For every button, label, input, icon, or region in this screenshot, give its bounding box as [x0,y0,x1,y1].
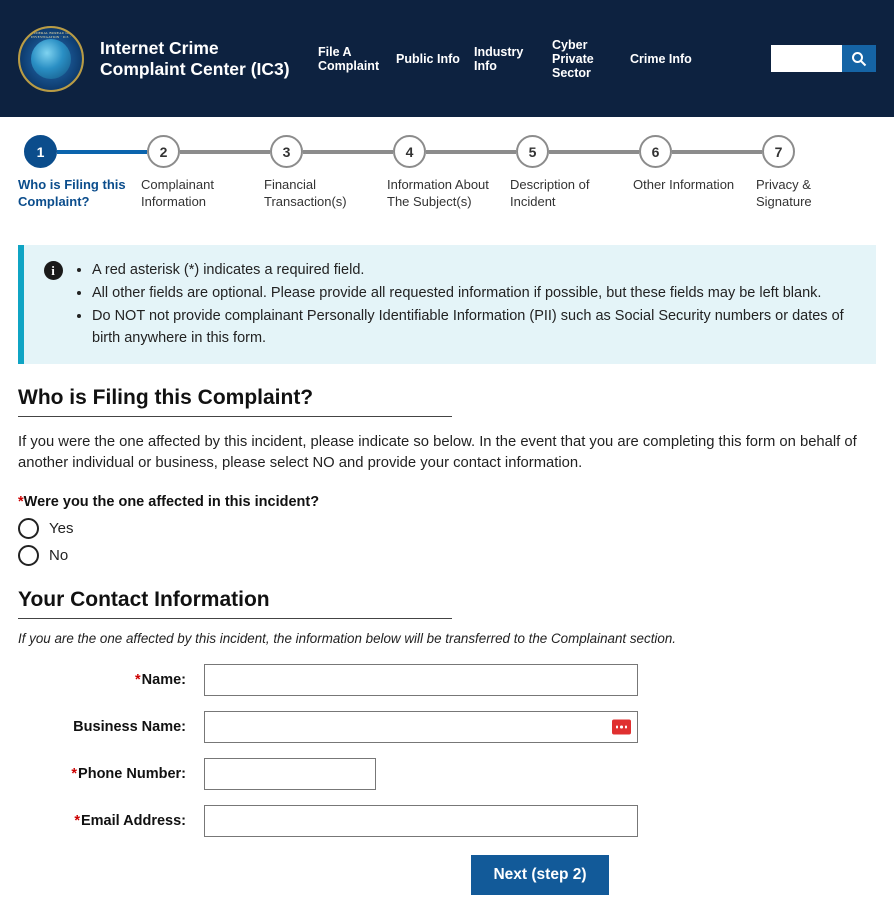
step-number-3: 3 [270,135,303,168]
email-address-label-text: Email Address: [80,813,186,829]
radio-option-yes[interactable] [18,518,876,539]
form-row-email-address [18,805,876,837]
name-field-label [18,672,204,688]
search-button[interactable] [842,45,876,72]
step-3-financial-transactions[interactable] [264,135,387,210]
required-asterisk: * [135,672,141,688]
seal-ring-text: FEDERAL BUREAU OF INVESTIGATION · IC3 · [31,30,71,39]
step-connector-6 [672,150,762,154]
step-6-other-information[interactable] [633,135,756,210]
affected-question-text: Were you the one affected in this incident? [23,494,320,510]
contact-section-note: If you are the one affected by this incident, the information below will be transferred to the Complainant section. [18,631,676,646]
step-label-2: Complainant Information [141,177,214,209]
required-asterisk: * [74,813,80,829]
required-asterisk: * [18,494,24,510]
step-label-4: Information About The Subject(s) [387,177,489,209]
step-number-7: 7 [762,135,795,168]
step-number-6: 6 [639,135,672,168]
business-name-input-wrap [204,711,638,743]
phone-number-field-label [18,766,204,782]
nav-item-industry-info[interactable]: Industry Info [474,44,524,73]
step-2-complainant-information[interactable] [141,135,264,210]
step-label-1: Who is Filing this Complaint? [18,177,126,209]
phone-number-input[interactable] [204,758,376,790]
instruction-text-2: All other fields are optional. Please provide all requested information if possible, but these fields may be left blank. [92,285,822,301]
email-address-field-label [18,813,204,829]
nav-item-crime-info[interactable]: Crime Info [630,51,692,66]
step-connector-1 [57,150,147,154]
nav-item-cyber-private-sector[interactable]: Cyber Private Sector [552,37,594,80]
search-area [771,45,876,72]
name-input[interactable] [204,664,638,696]
list-icon[interactable] [612,720,631,735]
main-navigation [318,38,771,80]
instructions-notice [18,245,876,364]
page-title: Who is Filing this Complaint? [18,386,452,417]
form-row-name [18,664,876,696]
step-connector-4 [426,150,516,154]
form-row-phone-number [18,758,876,790]
site-header [0,0,894,117]
instructions-list [74,259,866,350]
main-content [0,386,894,895]
email-address-input[interactable] [204,805,638,837]
step-label-5: Description of Incident [510,177,590,209]
step-connector-3 [303,150,393,154]
phone-number-label-text: Phone Number: [78,766,186,782]
instruction-item [92,282,866,304]
next-step-button[interactable]: Next (step 2) [471,855,608,895]
form-actions [18,855,876,895]
instruction-text-3: Do NOT not provide complainant Personally Identifiable Information (PII) such as Social Security numbers or dates of birth anywhere in this form. [92,308,844,346]
step-number-2: 2 [147,135,180,168]
step-number-1: 1 [24,135,57,168]
contact-form [18,664,876,837]
business-name-label-text: Business Name: [73,719,186,735]
required-asterisk: * [71,766,78,782]
step-7-privacy-and-signature[interactable] [756,135,879,210]
radio-no-label: No [49,547,69,564]
nav-item-public-info[interactable]: Public Info [396,51,460,66]
search-icon [851,51,867,67]
form-row-business-name [18,711,876,743]
name-label-text: Name: [141,672,186,688]
ic3-seal-logo [18,26,84,92]
step-number-5: 5 [516,135,549,168]
nav-item-file-a-complaint[interactable]: File A Complaint [318,44,380,73]
step-label-3: Financial Transaction(s) [264,177,347,209]
contact-section-title: Your Contact Information [18,588,452,619]
radio-option-no[interactable] [18,545,876,566]
instruction-item [92,259,866,281]
step-5-description-of-incident[interactable] [510,135,633,210]
step-label-6: Other Information [633,177,735,192]
affected-question-label [18,494,876,510]
radio-yes-input[interactable] [18,518,39,539]
intro-text: If you were the one affected by this incident, please indicate so below. In the event that you are completing this form on behalf of another individual or business, please select NO and provide your contact information. [18,434,857,471]
step-label-7: Privacy & Signature [756,177,812,209]
step-connector-5 [549,150,639,154]
site-title: Internet Crime Complaint Center (IC3) [100,37,290,79]
instruction-text-1: A red asterisk (*) indicates a required field. [92,262,365,278]
step-4-information-about-subjects[interactable] [387,135,510,210]
radio-no-input[interactable] [18,545,39,566]
info-icon: i [44,261,63,280]
instruction-item [92,305,866,349]
search-input[interactable] [771,45,842,72]
progress-stepper [0,117,894,237]
business-name-field-label [18,719,204,735]
business-name-input[interactable] [204,711,638,743]
step-1-who-is-filing[interactable] [18,135,141,210]
radio-yes-label: Yes [49,520,74,537]
info-icon-wrap [32,259,74,350]
step-connector-2 [180,150,270,154]
step-number-4: 4 [393,135,426,168]
